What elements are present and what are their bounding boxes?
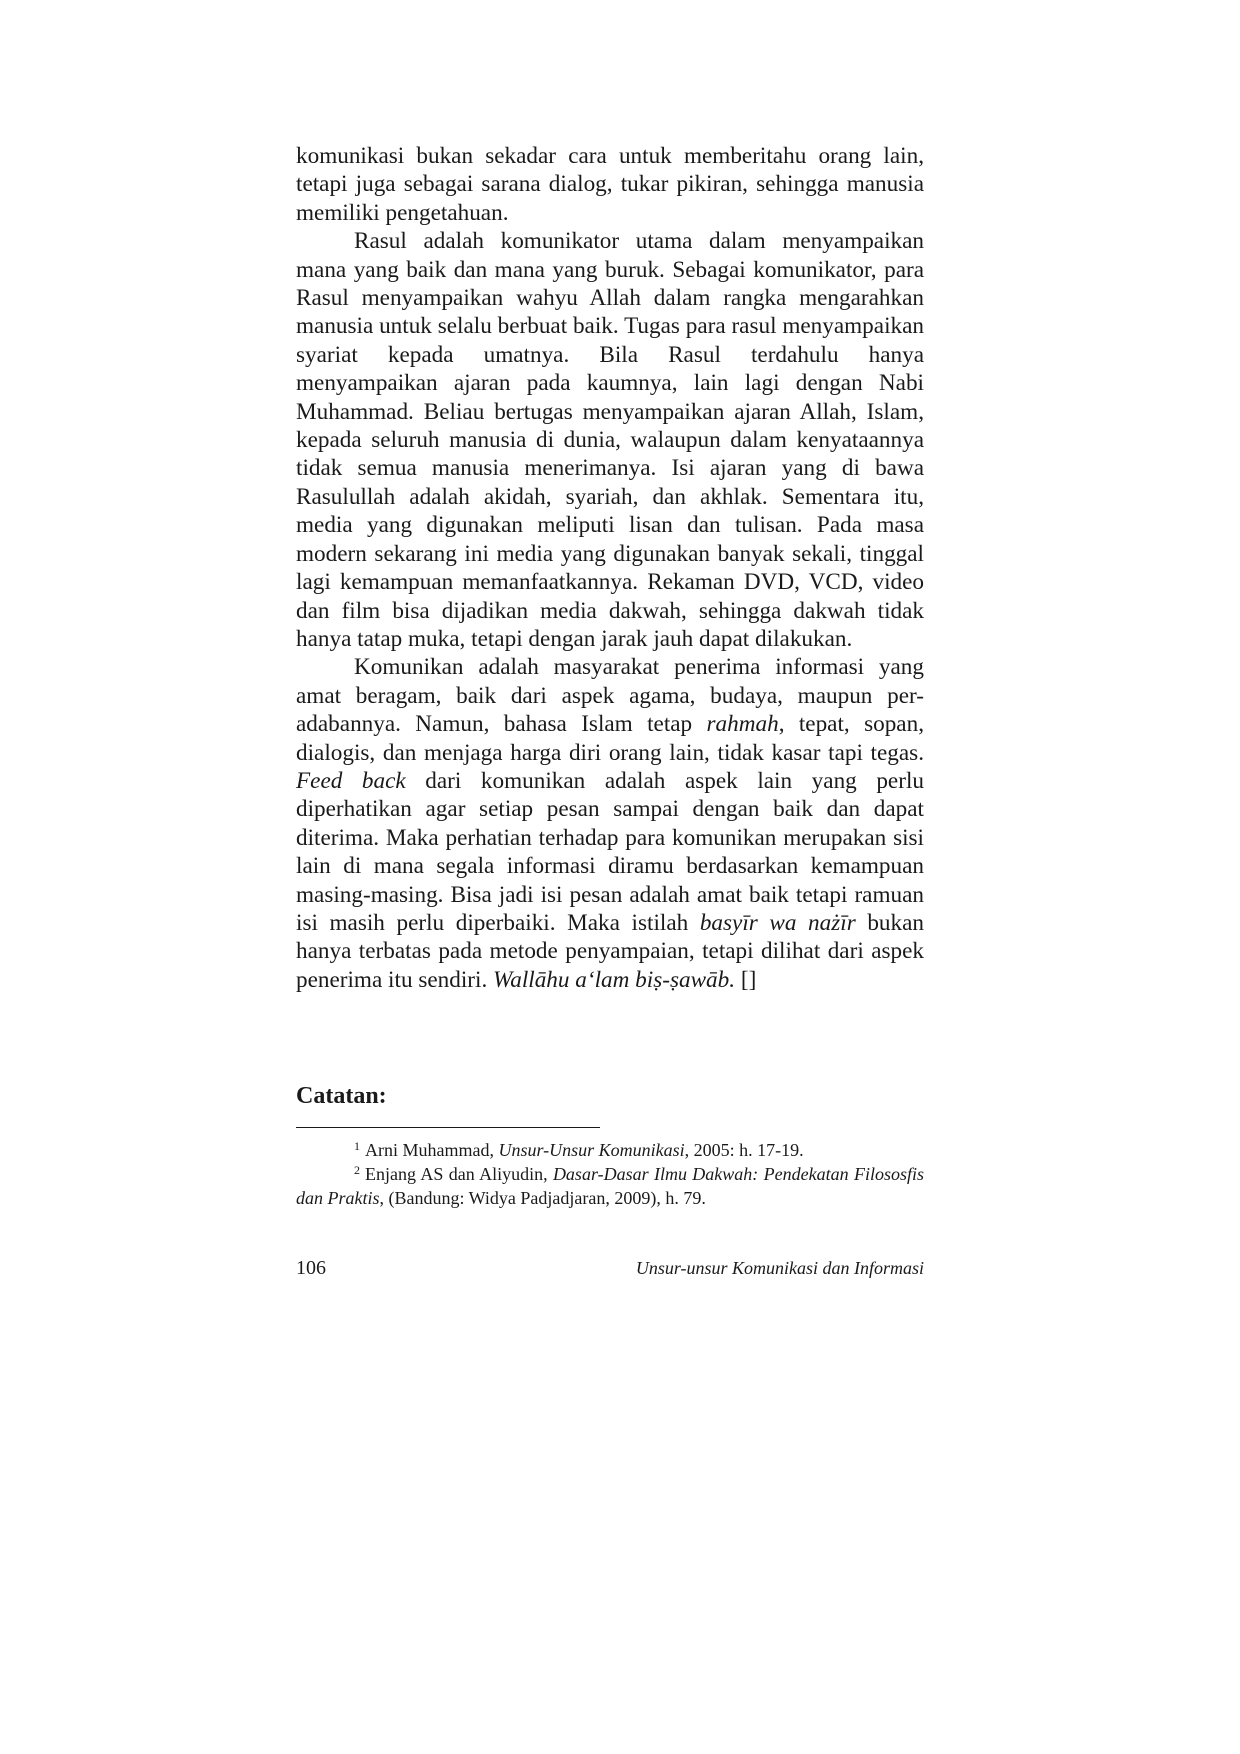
term-basyir-wa-nazir: basyīr wa nażīr	[699, 909, 856, 936]
end-mark: []	[735, 966, 757, 993]
footnote-divider	[296, 1127, 600, 1128]
term-feed-back: Feed back	[296, 767, 406, 794]
paragraph-3-part-d: bukan hanya terbatas pada metode penyampaian, tetapi dilihat dari aspek penerima itu sendiri.	[296, 909, 924, 993]
closing-phrase: Wallāhu a‘lam biṣ-ṣawāb.	[493, 966, 736, 993]
footnote-1-details: , 2005: h. 17-19.	[684, 1140, 804, 1160]
notes-heading: Catatan:	[296, 1083, 387, 1109]
footnote-1-title: Unsur-Unsur Komunikasi	[498, 1140, 685, 1160]
footnote-1	[296, 1138, 924, 1162]
running-title: Unsur-unsur Komunikasi dan Informasi	[635, 1258, 924, 1278]
page-number: 106	[296, 1257, 326, 1279]
footnote-2-title: Dasar-Dasar Ilmu Dakwah: Pendekatan Filososfis dan Praktis	[296, 1164, 924, 1208]
paragraph-3	[296, 653, 924, 994]
footnotes	[296, 1138, 924, 1210]
paragraph-1: komunikasi bukan sekadar cara untuk memberitahu orang lain, tetapi juga sebagai sarana dialog, tukar pikiran, sehingga manusia memiliki pengetahuan.	[296, 143, 924, 226]
paragraph-3-part-c: dari komunikan adalah aspek lain yang perlu diperhatikan agar setiap pesan sampai dengan baik dan dapat diterima. Maka perhatian terhadap para komunikan merupakan sisi lain di mana segala informasi diramu berdasarkan kemampuan masing-masing. Bisa jadi isi pesan adalah amat baik tetapi ramuan isi masih perlu diperbaiki. Maka istilah	[296, 767, 924, 936]
term-rahmah: rahmah	[706, 711, 779, 738]
footnote-1-number: 1	[354, 1139, 360, 1153]
main-text	[296, 142, 924, 994]
footnote-1-author: Arni Muhammad,	[365, 1140, 499, 1160]
footnote-2	[296, 1162, 924, 1210]
paragraph-2: Rasul adalah komunikator utama dalam menyampaikan mana yang baik dan mana yang buruk. Sebagai komunikator, para Rasul menyampaikan wahyu Allah dalam rangka mengarahkan manusia untuk selalu berbuat baik. Tugas para rasul menyampaikan syariat kepada umatnya. Bila Rasul terdahulu hanya menyampaikan ajaran pada kaumnya, lain lagi dengan Nabi Muhammad. Beliau bertugas menyampaikan ajaran Allah, Islam, kepada seluruh manusia di dunia, walaupun dalam kenyataannya tidak semua manusia menerimanya. Isi ajaran yang di bawa Rasulullah adalah akidah, syariah, dan akhlak. Sementara itu, media yang digunakan meliputi lisan dan tulisan. Pada masa modern sekarang ini media yang digunakan banyak sekali, tinggal lagi kemampuan memanfaatkannya. Rekaman DVD, VCD, video dan film bisa dijadikan media dakwah, sehingga dakwah tidak hanya tatap muka, tetapi dengan jarak jauh dapat dilakukan.	[296, 228, 924, 652]
footnote-2-number: 2	[354, 1163, 360, 1177]
footnote-2-author: Enjang AS dan Aliyudin,	[365, 1164, 553, 1184]
paragraph-3-part-a: Komunikan adalah masyarakat penerima informasi yang amat beragam, baik dari aspek agama, budaya, maupun per-adabannya. Namun, bahasa Islam tetap	[296, 654, 924, 738]
page-footer	[296, 1254, 924, 1282]
footnote-2-details: , (Bandung: Widya Padjadjaran, 2009), h. 79.	[379, 1188, 706, 1208]
paragraph-3-part-b: , tepat, sopan, dialogis, dan menjaga harga diri orang lain, tidak kasar tapi tegas.	[296, 711, 924, 766]
